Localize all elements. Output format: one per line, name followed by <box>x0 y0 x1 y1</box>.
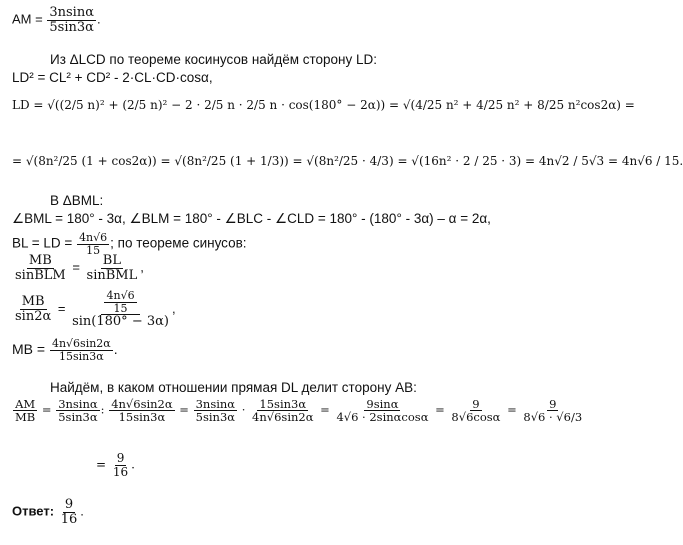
sine-law-line: $\frac{MB}{\text{sinBLM}}$ = $\frac{BL}{\text{sinBML}}$ , <box>15 253 144 283</box>
line-am: AM = $\frac{3nsin\alpha}{5\sin 3\alpha}$ . <box>12 5 101 35</box>
answer-label: Ответ: <box>12 503 55 519</box>
ld-computation: LD = √((2/5 n)² + (2/5 n)² − 2 · 2/5 n · 2/5 n · cos(180° − 2α)) = √(4/25 n² + 4/25 n² + 8/25 n²cos2α) = <box>12 98 635 112</box>
ld-simplification: = √(8n²/25 (1 + cos2α)) = √(8n²/25 (1 + 1/3)) = √(8n²/25 · 4/3) = √(16n² · 2 / 25 · 3) = 4n√2 / 5√3 = 4n√6 / 15. <box>12 154 683 168</box>
mb-sin-line: $\frac{MB}{\sin 2\alpha}$ = $\frac{\frac{4n√6}{15}}{\sin(180^\circ - 3\alpha)}$ , <box>15 289 176 330</box>
ratio-computation: $\frac{AM}{MB}$ = $\frac{3nsin\alpha}{5\sin 3\alpha}$ : $\frac{4n√6\sin 2\alpha}{15\sin 3\alpha}$ = $\frac{3nsin\alpha}{5\sin 3\alpha}$ · $\frac{15\sin 3\alpha}{4n√6\sin 2\alpha}$ = $\frac{9\sin\alpha}{4√6 \cdot 2\sin\alpha\cos\alpha}$ = $\frac{9}{8√6\cos\alpha}$ = $\frac{9}{8√6 \cdot √6/3}$ <box>15 397 583 425</box>
answer-fraction: $\frac{9}{16}$ <box>60 497 78 527</box>
ratio-final: = $\frac{9}{16}$ . <box>96 451 135 479</box>
bl-ld-line: BL = LD = $\frac{4n√6}{15}$ ; по теореме синусов: <box>12 231 247 257</box>
bl-fraction: $\frac{4n√6}{15}$ <box>79 231 108 257</box>
am-lhs: AM = <box>12 11 43 27</box>
answer-line: Ответ: $\frac{9}{16}$ . <box>12 497 84 527</box>
angles-line: ∠BML = 180° - 3α, ∠BLM = 180° - ∠BLC - ∠CLD = 180° - (180° - 3α) – α = 2α, <box>12 211 491 226</box>
ld-squared-formula: LD² = CL² + CD² - 2·CL·CD·cosα, <box>12 70 213 85</box>
am-fraction: $\frac{3nsin\alpha}{5\sin 3\alpha}$ <box>49 5 94 35</box>
mb-result: MB = $\frac{4n√6\sin 2\alpha}{15\sin 3\alpha}$ . <box>12 337 118 363</box>
text-cosine-intro: Из ΔLCD по теореме косинусов найдём сторону LD: <box>50 52 378 67</box>
text-ratio-intro: Найдём, в каком отношении прямая DL делит сторону AB: <box>50 380 417 395</box>
text-triangle-bml: В ΔBML: <box>50 193 104 208</box>
